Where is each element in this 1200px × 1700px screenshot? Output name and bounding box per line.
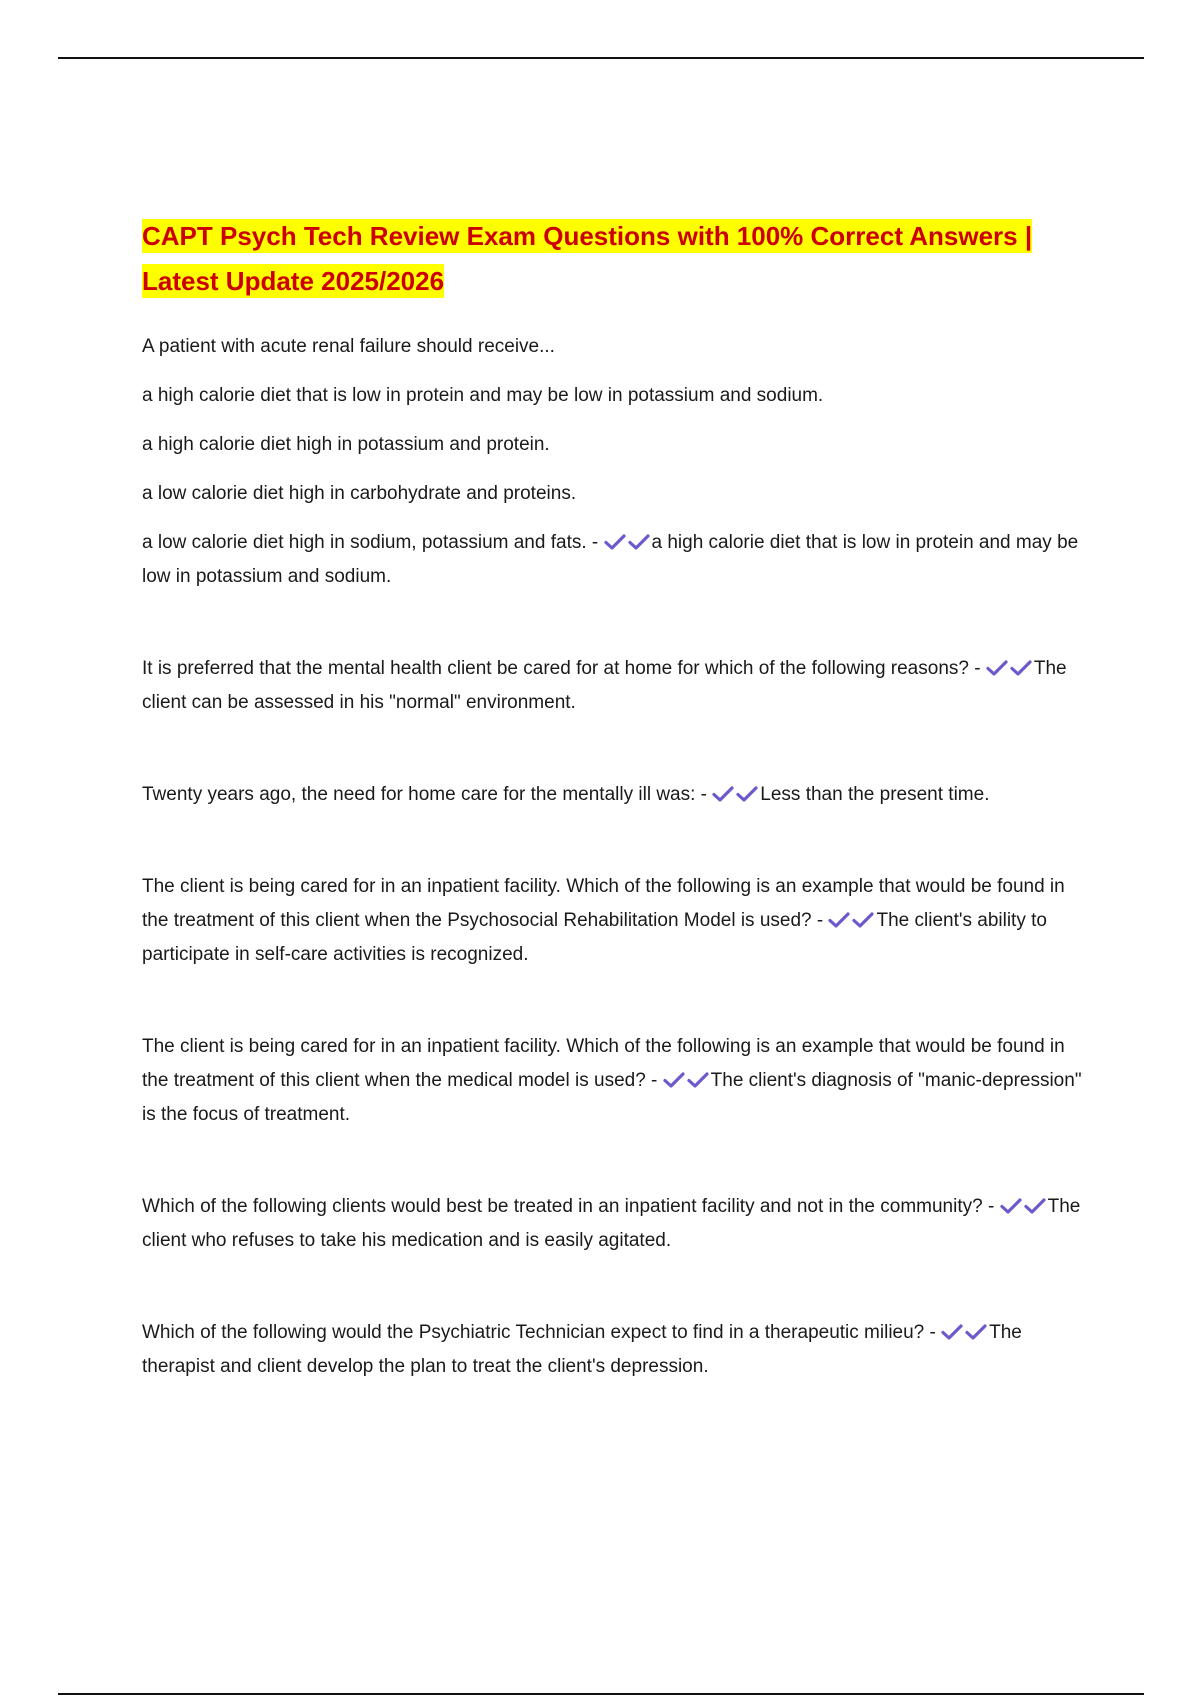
checkmark-icon bbox=[986, 660, 1008, 676]
correct-answer: The client's diagnosis of "manic-depression" is the focus of treatment. bbox=[142, 1070, 1082, 1125]
question-text: Which of the following would the Psychiatric Technician expect to find in a therapeutic milieu? - bbox=[142, 1322, 936, 1343]
qa-item bbox=[142, 1190, 1082, 1258]
qa-item bbox=[142, 330, 1082, 594]
question-text: It is preferred that the mental health client be cared for at home for which of the following reasons? - bbox=[142, 658, 981, 679]
checkmark-icon bbox=[1010, 660, 1032, 676]
qa-item bbox=[142, 1316, 1082, 1384]
question-answer-text bbox=[142, 870, 1082, 972]
question-answer-text bbox=[142, 778, 1082, 812]
qa-item bbox=[142, 652, 1082, 720]
question-text: The client is being cared for in an inpatient facility. Which of the following is an example that would be found in the treatment of this client when the medical model is used? - bbox=[142, 1036, 1065, 1091]
qa-item bbox=[142, 870, 1082, 972]
checkmark-icon bbox=[1000, 1198, 1022, 1214]
header-rule bbox=[58, 57, 1144, 59]
document-body bbox=[142, 214, 1082, 1384]
checkmark-icon bbox=[663, 1072, 685, 1088]
qa-item bbox=[142, 778, 1082, 812]
answer-option: a high calorie diet high in potassium and protein. bbox=[142, 434, 550, 455]
correct-answer: The client can be assessed in his "normal" environment. bbox=[142, 658, 1067, 713]
question-text: Twenty years ago, the need for home care for the mentally ill was: - bbox=[142, 784, 707, 805]
question-answer-text bbox=[142, 1190, 1082, 1258]
correct-answer: The therapist and client develop the plan to treat the client's depression. bbox=[142, 1322, 1022, 1377]
correct-answer: The client who refuses to take his medication and is easily agitated. bbox=[142, 1196, 1081, 1251]
checkmark-icon bbox=[687, 1072, 709, 1088]
question-answer-text bbox=[142, 1030, 1082, 1132]
answer-option: a low calorie diet high in carbohydrate and proteins. bbox=[142, 483, 577, 504]
checkmark-icon bbox=[941, 1324, 963, 1340]
question-answer-text bbox=[142, 652, 1082, 720]
correct-answer: Less than the present time. bbox=[760, 784, 990, 805]
answer-option: a high calorie diet that is low in protein and may be low in potassium and sodium. bbox=[142, 385, 824, 406]
checkmark-icon bbox=[712, 786, 734, 802]
document-title: CAPT Psych Tech Review Exam Questions with 100% Correct Answers | Latest Update 2025/2026 bbox=[142, 221, 1033, 296]
question-text: A patient with acute renal failure should receive... bbox=[142, 336, 555, 357]
correct-answer: The client's ability to participate in self-care activities is recognized. bbox=[142, 910, 1047, 965]
checkmark-icon bbox=[852, 912, 874, 928]
qa-item bbox=[142, 1030, 1082, 1132]
question-text: Which of the following clients would best be treated in an inpatient facility and not in the community? - bbox=[142, 1196, 995, 1217]
question-answer-text bbox=[142, 1316, 1082, 1384]
answer-option: a low calorie diet high in sodium, potassium and fats. - bbox=[142, 532, 599, 553]
correct-answer: a high calorie diet that is low in protein and may be low in potassium and sodium. bbox=[142, 532, 1079, 587]
checkmark-icon bbox=[828, 912, 850, 928]
checkmark-icon bbox=[736, 786, 758, 802]
question-text: The client is being cared for in an inpatient facility. Which of the following is an example that would be found in the treatment of this client when the Psychosocial Rehabilitation Model is used? - bbox=[142, 876, 1065, 931]
footer-rule bbox=[58, 1693, 1144, 1695]
checkmark-icon bbox=[628, 534, 650, 550]
answer-line bbox=[142, 526, 1082, 594]
checkmark-icon bbox=[604, 534, 626, 550]
checkmark-icon bbox=[965, 1324, 987, 1340]
checkmark-icon bbox=[1024, 1198, 1046, 1214]
